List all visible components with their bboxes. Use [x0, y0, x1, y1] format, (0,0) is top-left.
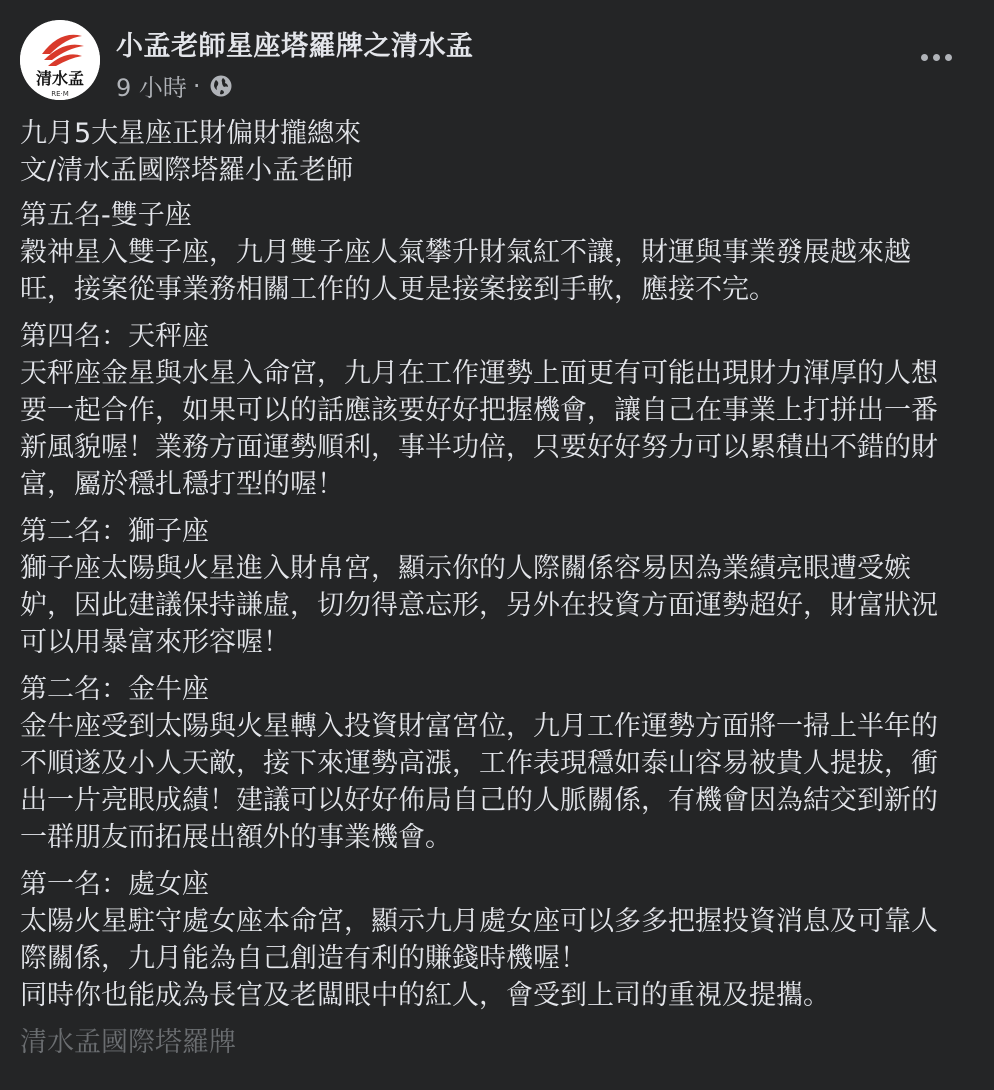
section-body: 穀神星入雙子座，九月雙子座人氣攀升財氣紅不讓，財運與事業發展越來越旺，接案從事業務相關工作的人更是接案接到手軟，應接不完。 — [20, 237, 911, 305]
post-header — [20, 20, 974, 104]
avatar[interactable] — [20, 20, 100, 100]
section-leo — [20, 513, 960, 661]
dot — [933, 54, 940, 61]
section-title: 第四名：天秤座 — [20, 321, 209, 352]
svg-text:清水孟: 清水孟 — [35, 69, 85, 88]
logo-icon — [20, 20, 100, 100]
section-body-extra: 同時你也能成為長官及老闆眼中的紅人，會受到上司的重視及提攜。 — [20, 980, 830, 1011]
dot — [945, 54, 952, 61]
section-virgo — [20, 866, 960, 1014]
post-content — [20, 115, 960, 1058]
section-body: 金牛座受到太陽與火星轉入投資財富宮位，九月工作運勢方面將一掃上半年的不順遂及小人天敵，接下來運勢高漲，工作表現穩如泰山容易被貴人提拔，衝出一片亮眼成績！建議可以好好佈局自己的人脈關係，有機會因為結交到新的一群朋友而拓展出額外的事業機會。 — [20, 711, 938, 853]
svg-text:RE‧M: RE‧M — [51, 90, 69, 98]
meta-separator: · — [192, 71, 201, 100]
section-title: 第二名：獅子座 — [20, 516, 209, 547]
post-timestamp[interactable]: 9 小時 — [116, 74, 187, 102]
section-title: 第二名：金牛座 — [20, 674, 209, 705]
section-body: 獅子座太陽與火星進入財帛宮，顯示你的人際關係容易因為業績亮眼遭受嫉妒，因此建議保持謙虛，切勿得意忘形，另外在投資方面運勢超好，財富狀況可以用暴富來形容喔！ — [20, 553, 938, 658]
dot — [921, 54, 928, 61]
section-title: 第一名：處女座 — [20, 869, 209, 900]
page-name-link[interactable]: 小孟老師星座塔羅牌之清水孟 — [116, 31, 474, 62]
section-gemini — [20, 197, 960, 308]
section-body: 太陽火星駐守處女座本命宮，顯示九月處女座可以多多把握投資消息及可靠人際關係，九月能為自己創造有利的賺錢時機喔！ — [20, 906, 938, 974]
cut-off-line: 清水孟國際塔羅牌 — [20, 1027, 236, 1058]
section-title: 第五名-雙子座 — [20, 200, 192, 231]
post-intro — [20, 115, 960, 189]
post-author-line: 文/清水孟國際塔羅小孟老師 — [20, 155, 354, 186]
section-libra — [20, 318, 960, 503]
globe-icon[interactable] — [209, 74, 233, 98]
post-headline: 九月5大星座正財偏財攏總來 — [20, 118, 362, 149]
more-options-button[interactable] — [916, 42, 956, 72]
section-body: 天秤座金星與水星入命宮，九月在工作運勢上面更有可能出現財力渾厚的人想要一起合作，如果可以的話應該要好好把握機會，讓自己在事業上打拼出一番新風貌喔！業務方面運勢順利，事半功倍，只要好好努力可以累積出不錯的財富，屬於穩扎穩打型的喔！ — [20, 358, 938, 500]
post-meta — [116, 68, 233, 103]
section-taurus — [20, 671, 960, 856]
